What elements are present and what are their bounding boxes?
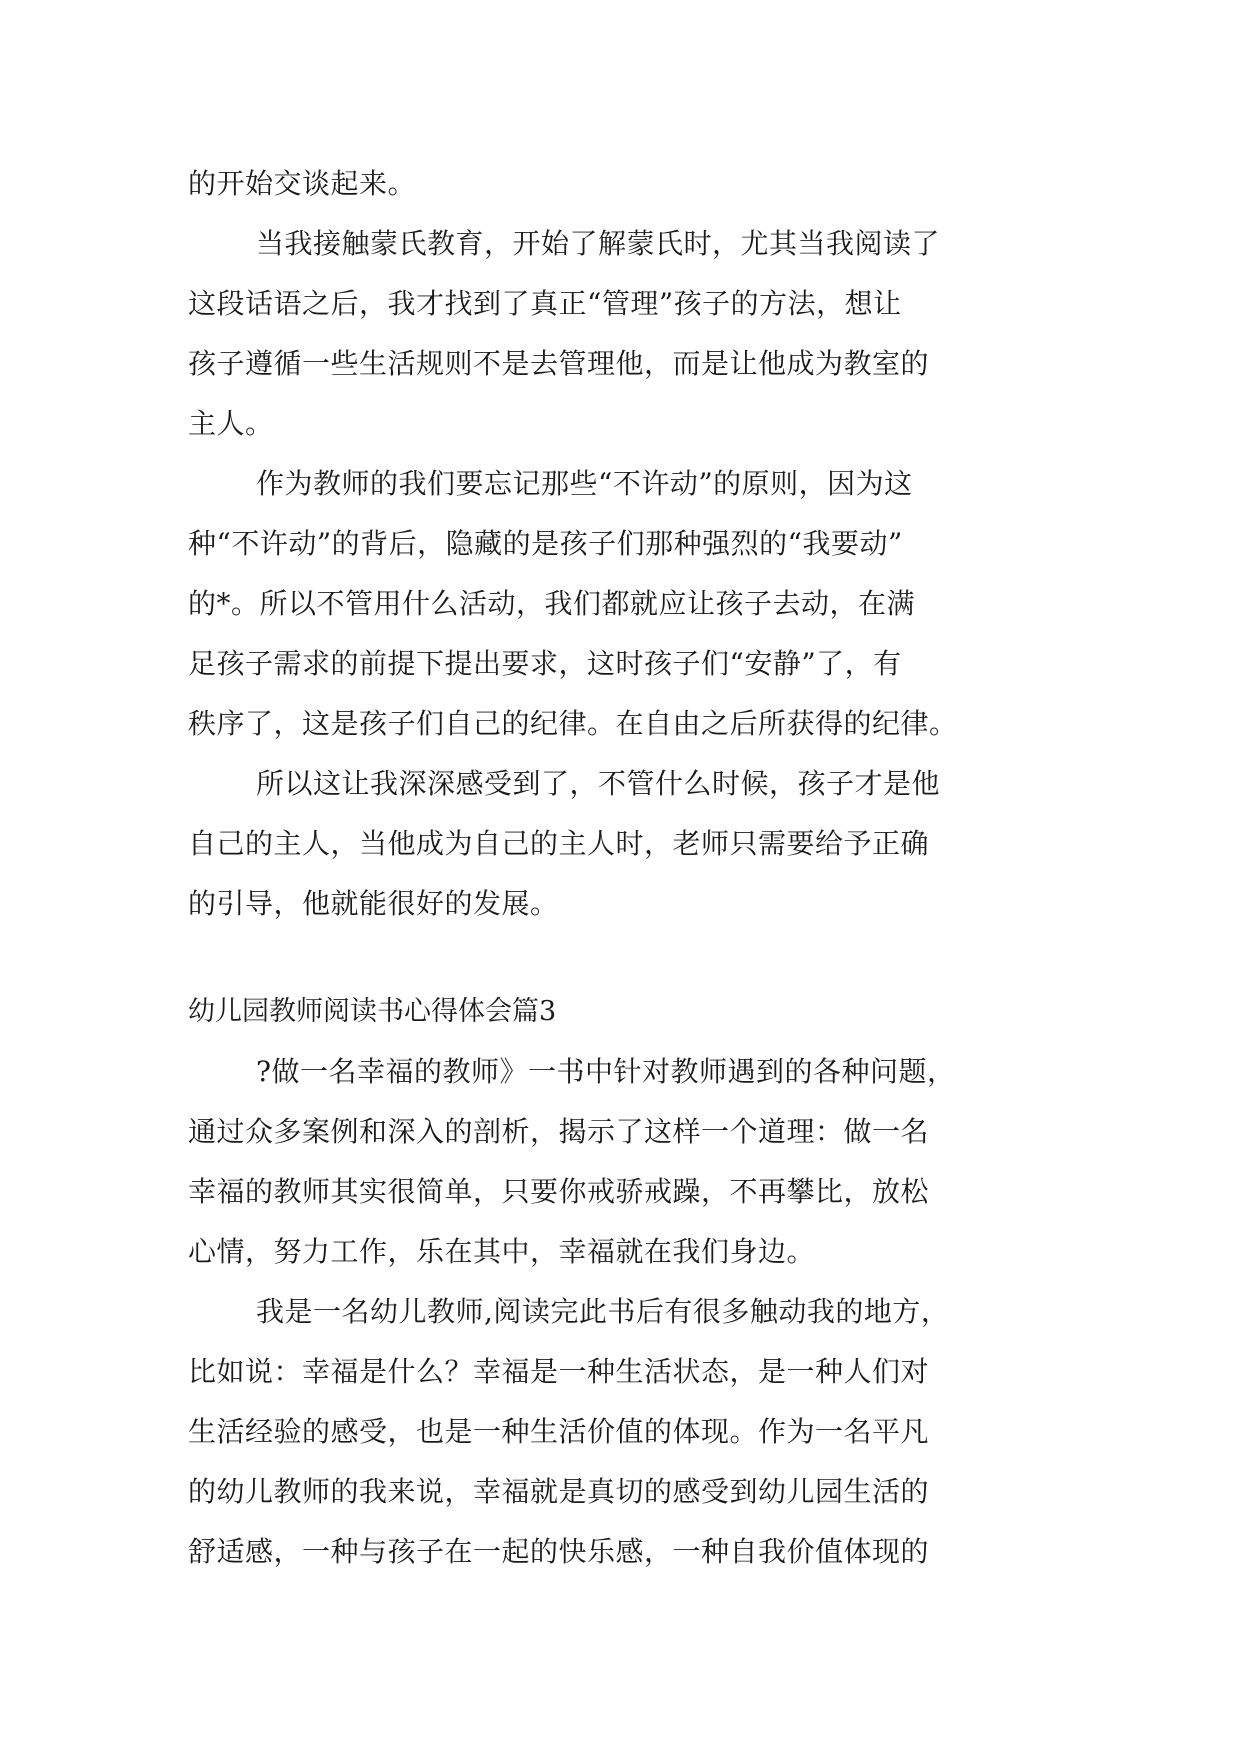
paragraph-line: 的*。所以不管用什么活动，我们都就应让孩子去动，在满 [188,587,916,620]
paragraph-line: 心情，努力工作，乐在其中，幸福就在我们身边。 [188,1235,816,1268]
paragraph-line: 种“不许动”的背后，隐藏的是孩子们那种强烈的“我要动” [188,527,903,560]
document-body [188,154,1054,1582]
paragraph-line: 所以这让我深深感受到了，不管什么时候，孩子才是他 [256,767,941,800]
paragraph-line: 通过众多案例和深入的剖析，揭示了这样一个道理：做一名 [188,1115,930,1148]
paragraph-line: 主人。 [188,407,274,440]
paragraph-line: 生活经验的感受，也是一种生活价值的体现。作为一名平凡 [188,1415,930,1448]
paragraph-line: 的引导，他就能很好的发展。 [188,887,559,920]
section-heading: 幼儿园教师阅读书心得体会篇3 [188,996,557,1027]
paragraph-line: 的开始交谈起来。 [188,167,417,200]
paragraph-line: ?做一名幸福的教师》一书中针对教师遇到的各种问题， [256,1055,956,1088]
paragraph-line: 自己的主人，当他成为自己的主人时，老师只需要给予正确 [188,827,930,860]
paragraph-line: 的幼儿教师的我来说，幸福就是真切的感受到幼儿园生活的 [188,1475,930,1508]
paragraph-line: 足孩子需求的前提下提出要求，这时孩子们“安静”了，有 [188,647,902,680]
paragraph-line: 幸福的教师其实很简单，只要你戒骄戒躁，不再攀比，放松 [188,1175,930,1208]
section-gap [188,934,1054,982]
paragraph-line: 我是一名幼儿教师,阅读完此书后有很多触动我的地方， [256,1295,950,1328]
paragraph-line: 秩序了，这是孩子们自己的纪律。在自由之后所获得的纪律。 [188,707,958,740]
paragraph-line: 比如说：幸福是什么？幸福是一种生活状态，是一种人们对 [188,1355,930,1388]
paragraph-line: 当我接触蒙氏教育，开始了解蒙氏时，尤其当我阅读了 [256,227,941,260]
paragraph-line: 孩子遵循一些生活规则不是去管理他，而是让他成为教室的 [188,347,930,380]
paragraph-line: 舒适感，一种与孩子在一起的快乐感，一种自我价值体现的 [188,1535,930,1568]
paragraph-line: 这段话语之后，我才找到了真正“管理”孩子的方法，想让 [188,287,902,320]
paragraph-line: 作为教师的我们要忘记那些“不许动”的原则，因为这 [256,467,913,500]
